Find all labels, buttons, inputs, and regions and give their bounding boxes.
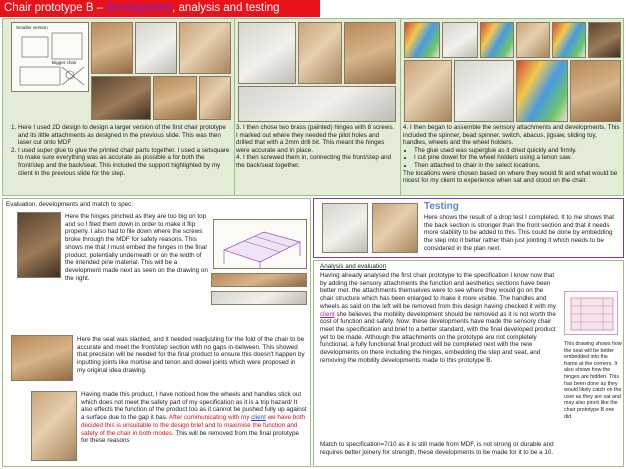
analysis-client-link: client [320, 310, 335, 318]
process-text-1 [7, 124, 231, 177]
process-step-3: 3. I then chose two brass (painted) hinges with 8 screws. I marked out where they needed the pilot holes and drilled that with a 2mm drill bit. This meant the hinges were accurate and in place. [236, 124, 395, 154]
bead-spinner-photo [588, 22, 621, 58]
client-decision-part-2: we have both decided this is unsuitable to the design brief and to maximise the function and safety of the chair in both modes. [81, 414, 306, 437]
process-step-1: 1. Here I used 2D design to design a larger version of the first chair prototype and its little attachments as designed in the previous slide. This was then laser cut onto MDF [18, 124, 231, 147]
hinged-chair-photo [238, 86, 396, 122]
seat-evaluation-text: Here the seat was slanted, and it needed readjusting for the fold of the chair to be accurate and meet the front/step section with no gaps in-between. This showed that precision will be needed for the final product to ensure this doesn't happen by inputting joints like mortise and tenon and dowel joints which were proposed in my original idea drawing. [77, 336, 305, 374]
title-suffix: , analysis and testing [172, 2, 280, 14]
title-banner [0, 0, 320, 17]
drop-test-photo-1 [322, 203, 368, 253]
process-text-2 [236, 124, 396, 170]
hinge-marking-photo [238, 22, 296, 84]
process-bullet: • I cut pine dowel for the wheel holders using a tenon saw. [414, 154, 621, 162]
analysis-section [313, 260, 624, 467]
analysis-heading: Analysis and evaluation [320, 263, 387, 270]
testing-box [313, 198, 624, 258]
analysis-part-2: she believes the mobility development should be removed as it is not worth the cost of function and safety. Now: these developments have made the sensory chair meet the specification and brief to a better standard, with the final developed product yet to be made. Although the attachments on the prototype are not completely functional, a fully functional final product will be completed next with the new developments on there including the hinges, embedding the step and seat, and removing the mobility developments made to this prototype B. [320, 310, 556, 364]
process-step-2: 2. I used super glue to glue the printed chair parts together. I used a setsquare to make sure everything was as accurate as possible a for both the front/step and the back/seat. This included the support highlighted by my client in the previous slide for the step. [18, 147, 231, 177]
process-step-5: 4. I then began to assemble the sensory attachments and developments. This included the spinner, bead spinner, switch, abacus, jigsaw, sliding toy, handles, wheels and the wheel holders. [403, 124, 620, 147]
sensory-attachments-photo [404, 22, 440, 58]
sketch-note: This drawing shows how the seat will be better embedded into the frame at the corners. It also shows how the hinges are hidden. This has been done as they would likely catch on the user as they are sat and may also pinch like the chair prototype B one did. [564, 341, 622, 420]
wheel-holder-photo [404, 60, 452, 122]
jigsaw-photo [516, 22, 550, 58]
title-prefix: Chair prototype B – [4, 2, 107, 14]
client-decision-part-1: After communicating with my [168, 414, 252, 422]
client-link: client [251, 414, 266, 422]
process-step-3-text: I then chose two brass (painted) hinges with 8 screws. I marked out where they needed the pilot holes and drilled that with a 2mm drill bit. This meant the hinges were accurate and in place. [236, 124, 395, 154]
hinge-screws-photo [344, 22, 396, 84]
hinge-detail-photo [211, 291, 307, 305]
embedded-seat-sketch [564, 291, 618, 335]
spinner-photo [442, 22, 478, 58]
top-band [2, 18, 624, 196]
evaluation-section [2, 198, 311, 467]
analysis-part-1: Having already analysed the first chair prototype to the specification I know now that by adding the sensory attachments the function and aesthetics sections have been better met. the attachments themselves were to see where they would go on the chair structure which has been enlarged to make it more visible. The handles and wheels as said on the left will be removed from this design having checked it with my [320, 272, 556, 310]
hinge-evaluation-text: Here the hinges pinched as they are too big on top and so I filed them down in order to make it flip properly. I also had to file down where the screws broke through the MDF for safety reasons. This shows me that I must embed the hinges in the final product, potentially underneath or on the width of the intended pine material. This will be a development made next as seen on the drawing on the right. [65, 213, 208, 282]
process-step-5-text: I then began to assemble the sensory attachments and developments. This included the spinner, bead spinner, switch, abacus, jigsaw, sliding toy, handles, wheels and the wheel holders. [403, 124, 620, 147]
chair-side-photo [153, 76, 197, 120]
testing-text: Here shows the result of a drop test I completed. It to me shows that the back section is stronger than the front section and that it needs more stability to be added to this. This could be done by embedding the step into it better rather than just jointing it which needs to be considered in the plan next. [424, 214, 615, 252]
wheels-evaluation-part-1: Having made this product, I have noticed how the wheels and handles stick out which does not meet the safety part of my specification as it is a trip hazard/ It also effects the function of the product too as it cannot be pushed fully up against a surface due to the gap it has. [81, 391, 307, 422]
process-bullet: • Then attached to chair in the select locations. [414, 162, 621, 170]
sliding-toy-photo [552, 22, 586, 58]
process-step-4: 4. I then screwed them in, connecting the front/step and the back/seat together. [236, 154, 392, 169]
glued-frame-photo [135, 22, 177, 74]
setsquare-photo [179, 22, 231, 74]
chair-part-photo [91, 76, 151, 120]
chair-frame-drawing [214, 220, 307, 269]
sketch-label-bigger: Bigger chair [52, 60, 77, 65]
evaluation-heading: Evaluation, developments and match to spec. [6, 201, 134, 208]
slanted-seat-photo [11, 335, 73, 381]
sketch-label-smaller: Smaller version [16, 25, 48, 30]
hinge-strip-photo [211, 273, 307, 287]
seat-sketch-drawing [565, 292, 618, 335]
abacus-photo [480, 22, 514, 58]
testing-heading: Testing [424, 201, 459, 212]
process-step-4-text: I then screwed them in, connecting the front/step and the back/seat together. [236, 154, 392, 169]
analysis-text [320, 272, 556, 364]
wheels-handles-photo [31, 391, 77, 461]
title-highlight: development [106, 2, 173, 14]
wheels-evaluation-end: This will be removed from the final prototype for these reasons [81, 429, 299, 445]
cad-design-image [11, 22, 89, 92]
switch-photo [516, 60, 568, 122]
column-divider [400, 19, 401, 195]
hinge-drilling-photo [298, 22, 342, 84]
cad-sketch-drawing [12, 23, 89, 92]
laser-cut-parts-photo [91, 22, 133, 74]
column-divider [234, 19, 235, 195]
process-outro: The locations were chosen based on where they would fit and what would be nicest for my client to experience when sat and stood on the chair. [403, 169, 618, 185]
hinge-pinch-photo [17, 212, 61, 278]
assembled-chair-photo [454, 60, 514, 122]
process-text-3 [403, 124, 621, 185]
wheels-evaluation-text [81, 391, 307, 445]
process-bullet: • The glue used was superglue as it dried quickly and firmly. [414, 147, 621, 155]
spec-match-text: Match to specification=7/10 as it is still made from MDF, is not strong or durable and requires better joinery for strength, these developments to be made for it to be a 10. [320, 441, 554, 456]
drop-test-photo-2 [372, 203, 418, 253]
chair-step-photo [199, 76, 231, 120]
hinge-embed-drawing [213, 219, 307, 269]
handles-photo [570, 60, 621, 122]
